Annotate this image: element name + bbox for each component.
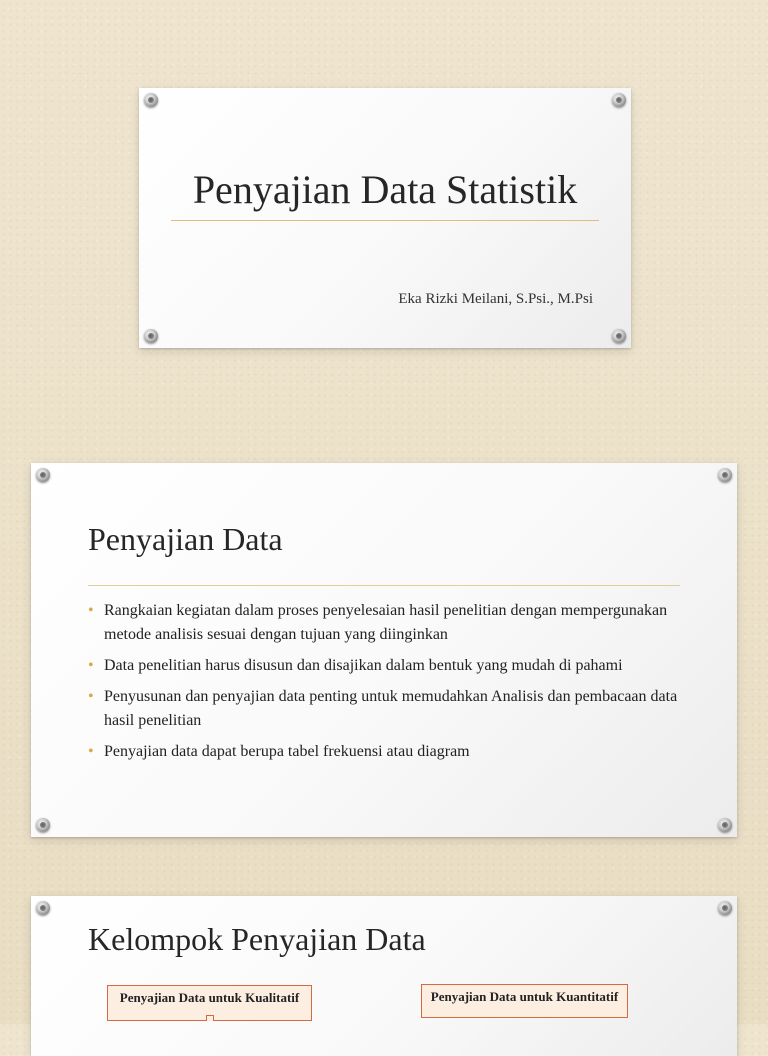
heading-divider [88,585,680,586]
rivet-icon [36,818,50,832]
list-item [88,599,687,647]
bullet-text: Penyajian data dapat berupa tabel frekuensi atau diagram [104,743,470,760]
rivet-icon [36,468,50,482]
presentation-title: Penyajian Data Statistik [192,167,578,212]
rivet-icon [718,468,732,482]
rivet-icon [718,818,732,832]
rivet-icon [144,93,158,107]
content-slide-kelompok [31,896,737,1056]
rivet-icon [144,329,158,343]
bullet-icon: • [88,657,94,674]
rivet-icon [36,901,50,915]
bullet-text: Rangkaian kegiatan dalam proses penyelesaian hasil penelitian dengan mempergunakan metode analisis sesuai dengan tujuan yang diinginkan [104,602,668,643]
title-divider [171,220,599,221]
bullet-text: Data penelitian harus disusun dan disajikan dalam bentuk yang mudah di pahami [104,657,623,674]
content-slide-penyajian-data [31,463,737,837]
rivet-icon [612,93,626,107]
diagram-box-kualitatif [107,985,312,1021]
box-label: Penyajian Data untuk Kuantitatif [430,989,619,1004]
rivet-icon [612,329,626,343]
list-item [88,654,687,678]
slide-heading: Kelompok Penyajian Data [88,921,426,957]
bullet-list [88,599,687,771]
diagram-box-kuantitatif [421,984,628,1018]
box-label: Penyajian Data untuk Kualitatif [119,990,300,1005]
rivet-icon [718,901,732,915]
connector-stub [206,1015,214,1021]
author-subtitle: Eka Rizki Meilani, S.Psi., M.Psi [398,291,593,307]
list-item [88,685,687,733]
bullet-icon: • [88,688,94,705]
slide-heading: Penyajian Data [88,521,283,557]
title-slide [139,88,631,348]
bullet-text: Penyusunan dan penyajian data penting untuk memudahkan Analisis dan pembacaan data hasil penelitian [104,688,678,729]
bullet-icon: • [88,602,94,619]
list-item [88,740,687,764]
bullet-icon: • [88,743,94,760]
